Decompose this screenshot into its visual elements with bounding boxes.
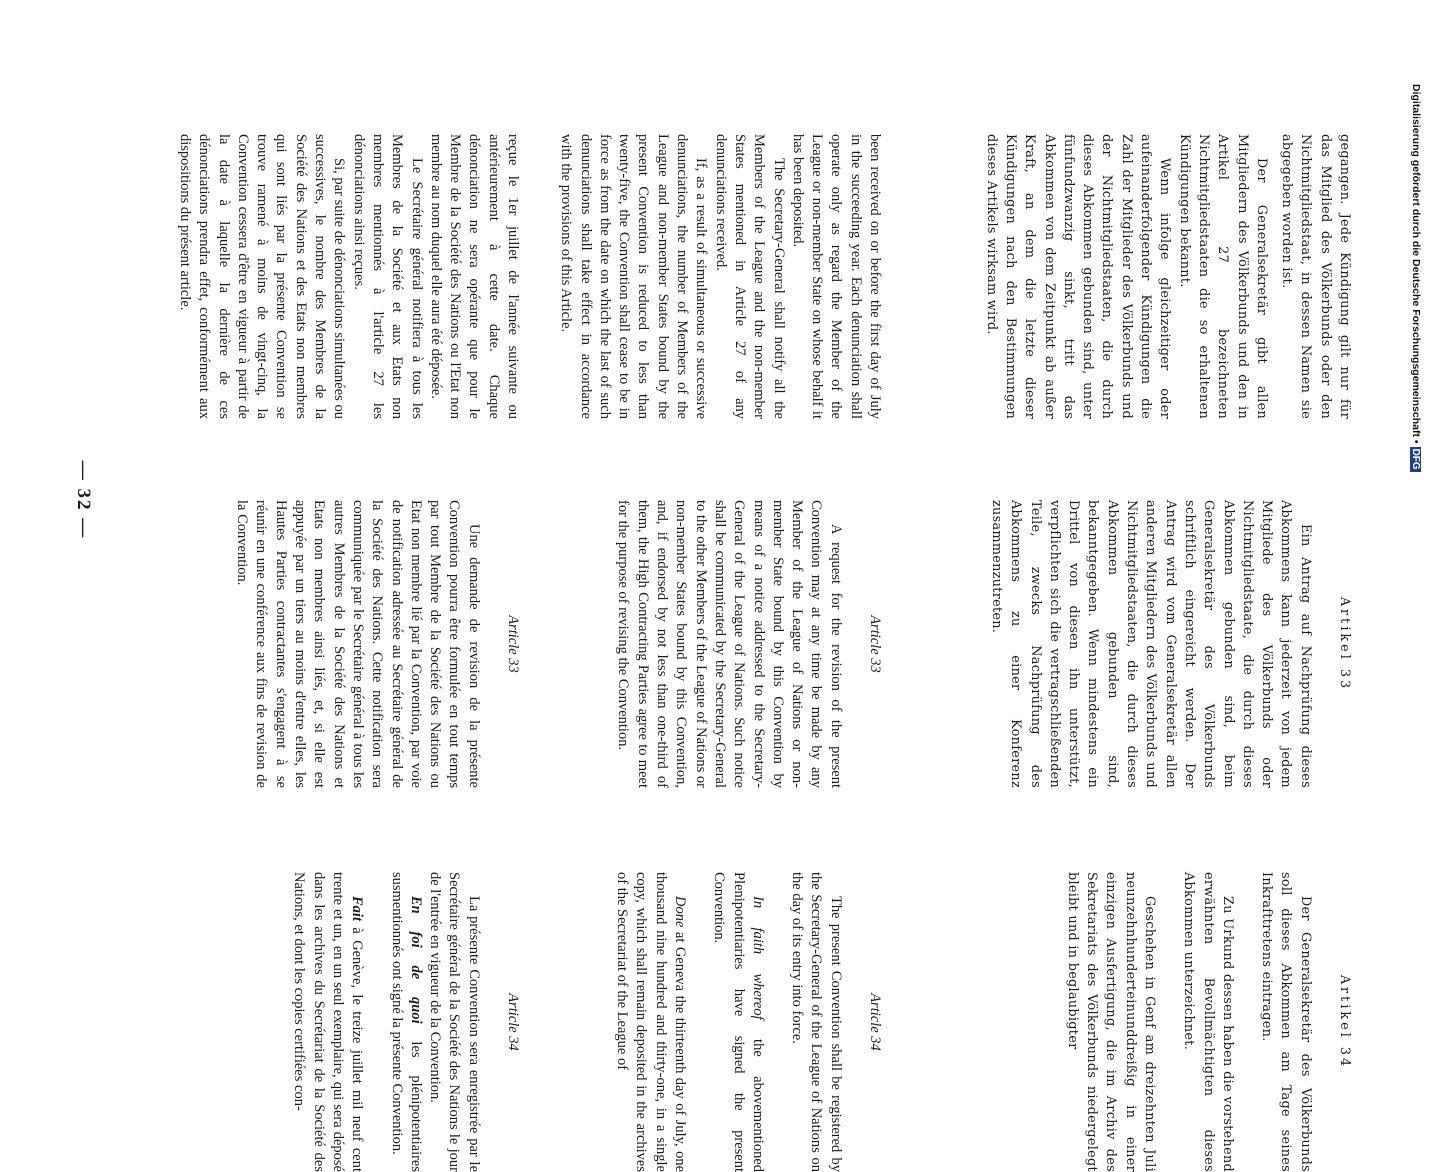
german-block-3: Artikel 34 Der Generalsekretär des Völkerbunds soll dieses Abkommen am Tage seines Inkrafttretens eintragen. Zu Urkund dessen haben die vorstehend erwähnten Bevollmächtigten dieses Abkommen unterzeichnet. Geschehen in Genf am dreizehnten Juli neunzehnhunderteinunddreißig in einer einzigen Ausfertigung, die im Archiv des Sekretariats des Völkerbunds niedergelegt bleibt und in beglaubigter — [1064, 872, 1352, 1172]
german-block-1: gegangen. Jede Kündigung gilt nur für das Mitglied des Völkerbunds oder den Nichtmitgliedstaat, in dessen Namen sie abgegeben worden ist. Der Generalsekretär gibt allen Mitgliedern des Völkerbunds und den in Artikel 27 bezeichneten Nichtmitgliedstaaten die so erhaltenen Kündigungen bekannt. Wenn infolge gleichzeitiger oder aufeinanderfolgender Kündigungen die Zahl der Mitglieder des Völkerbunds und der Nichtmitgliedstaaten, die durch dieses Abkommen gebunden sind, unter fünfundzwanzig sinkt, tritt das Abkommen von dem Zeitpunkt ab außer Kraft, an dem die letzte dieser Kündigungen nach den Bestimmungen dieses Artikels wirksam wird. — [983, 134, 1352, 419]
digitization-credit: Digitalisierung gefördert durch die Deutsche Forschungsgemeinschaft •DFG — [1410, 84, 1422, 470]
english-article-33-heading: Article 33 — [867, 615, 883, 673]
english-article-34-heading: Article 34 — [867, 993, 883, 1051]
german-article-34-heading: Artikel 34 — [1337, 974, 1352, 1070]
page-number: — 32 — — [73, 460, 94, 540]
german-article-33-heading: Artikel 33 — [1337, 596, 1352, 692]
french-article-34-heading: Article 34 — [505, 993, 521, 1051]
english-block-3: Article 34 The present Convention shall be registered by the Secretary-General of the League of Nations on the day of its entry into force. In faith whereof the abovementioned Plenipotentiaries have signed the present Convention. Done at Geneva the thirteenth day of July, one thousand nine hundred and thirty-one, in a single copy, which shall remain deposited in the archives of the Secretariat of the League of — [614, 872, 883, 1172]
french-article-33-heading: Article 33 — [505, 615, 521, 673]
english-block-1: been received on or before the first day of July in the succeeding year. Each denunciation shall operate only as regard the Member of the League or non-member State on whose behalf it has been deposited. The Secretary-General shall notify all the Members of the League and the non-member States mentioned in Article 27 of any denunciations received. If, as a result of simultaneous or successive denunciations, the number of Members of the League and non-member States bound by the present Convention is reduced to less than twenty-five, the Convention shall cease to be in force as from the date on which the last of such denunciations shall take effect in accordance with the provisions of this Article. — [558, 134, 883, 419]
dfg-logo: DFG — [1410, 448, 1421, 470]
french-block-1: reçue le 1er juillet de l'année suivante ou antérieurement à cette date. Chaque dénonciation ne sera opérante que pour le Membre de la Société des Nations ou l'Etat non membre au nom duquel elle aura été déposée. Le Secrétaire général notifiera à tous les Membres de la Société et aux Etats non membres mentionnés à l'article 27 les dénonciations ainsi reçues. Si, par suite de dénonciations simultanées ou successives, le nombre des Membres de la Société des Nations et des Etats non membres qui sont liés par la présente Convention se trouve ramené à moins de vingt-cinq, la Convention cessera d'être en vigueur à partir de la date à laquelle la dernière de ces dénonciations prendra effet, conformément aux dispositions du présent article. — [176, 134, 521, 419]
french-block-3: Article 34 La présente Convention sera enregistrée par le Secrétaire général de la Société des Nations le jour de l'entrée en vigueur de la Convention. En foi de quoi les plénipotentiaires susmentionnés ont signé la présente Convention. Fait à Genève, le treize juillet mil neuf cent trente et un, en un seul exemplaire, qui sera déposé dans les archives du Secrétariat de la Société des Nations, et dont les copies certifiées con- — [291, 872, 521, 1172]
german-block-2: Artikel 33 Ein Antrag auf Nachprüfung dieses Abkommens kann jederzeit von jedem Mitgliede des Völkerbunds oder Nichtmitgliedstaate, die durch dieses Abkommen gebunden sind, beim Generalsekretär des Völkerbunds schriftlich eingereicht werden. Der Antrag wird vom Generalsekretär allen anderen Mitgliedern des Völkerbunds und Nichtmitgliedstaaten, die durch dieses Abkommen gebunden sind, bekanntgegeben. Wenn mindestens ein Drittel von diesen ihn unterstützt, verpflichten sich die vertragschließenden Teile, zwecks Nachprüfung des Abkommens zu einer Konferenz zusammenzutreten. — [988, 500, 1352, 788]
french-block-2: Article 33 Une demande de revision de la présente Convention pourra être formulée en tout temps par tout Membre de la Société des Nations ou Etat non membre lié par la Convention, par voie de notification adressée au Secrétaire général de la Société des Nations. Cette notification sera communiquée par le Secrétaire général à tous les autres Membres de la Société des Nations et Etats non membres ainsi liés, et, si elle est appuyée par un tiers au moins d'entre elles, les Hautes Parties contractantes s'engagent à se réunir en une conférence aux fins de revision de la Convention. — [234, 500, 521, 788]
english-block-2: Article 33 A request for the revision of the present Convention may at any time be made by any Member of the League of Nations or non-member State bound by this Convention by means of a notice addressed to the Secretary-General of the League of Nations. Such notice shall be communicated by the Secretary-General to the other Members of the League of Nations or non-member States bound by this Convention, and, if endorsed by not less than one-third of them, the High Contracting Parties agree to meet for the purpose of revising the Convention. — [615, 500, 883, 788]
